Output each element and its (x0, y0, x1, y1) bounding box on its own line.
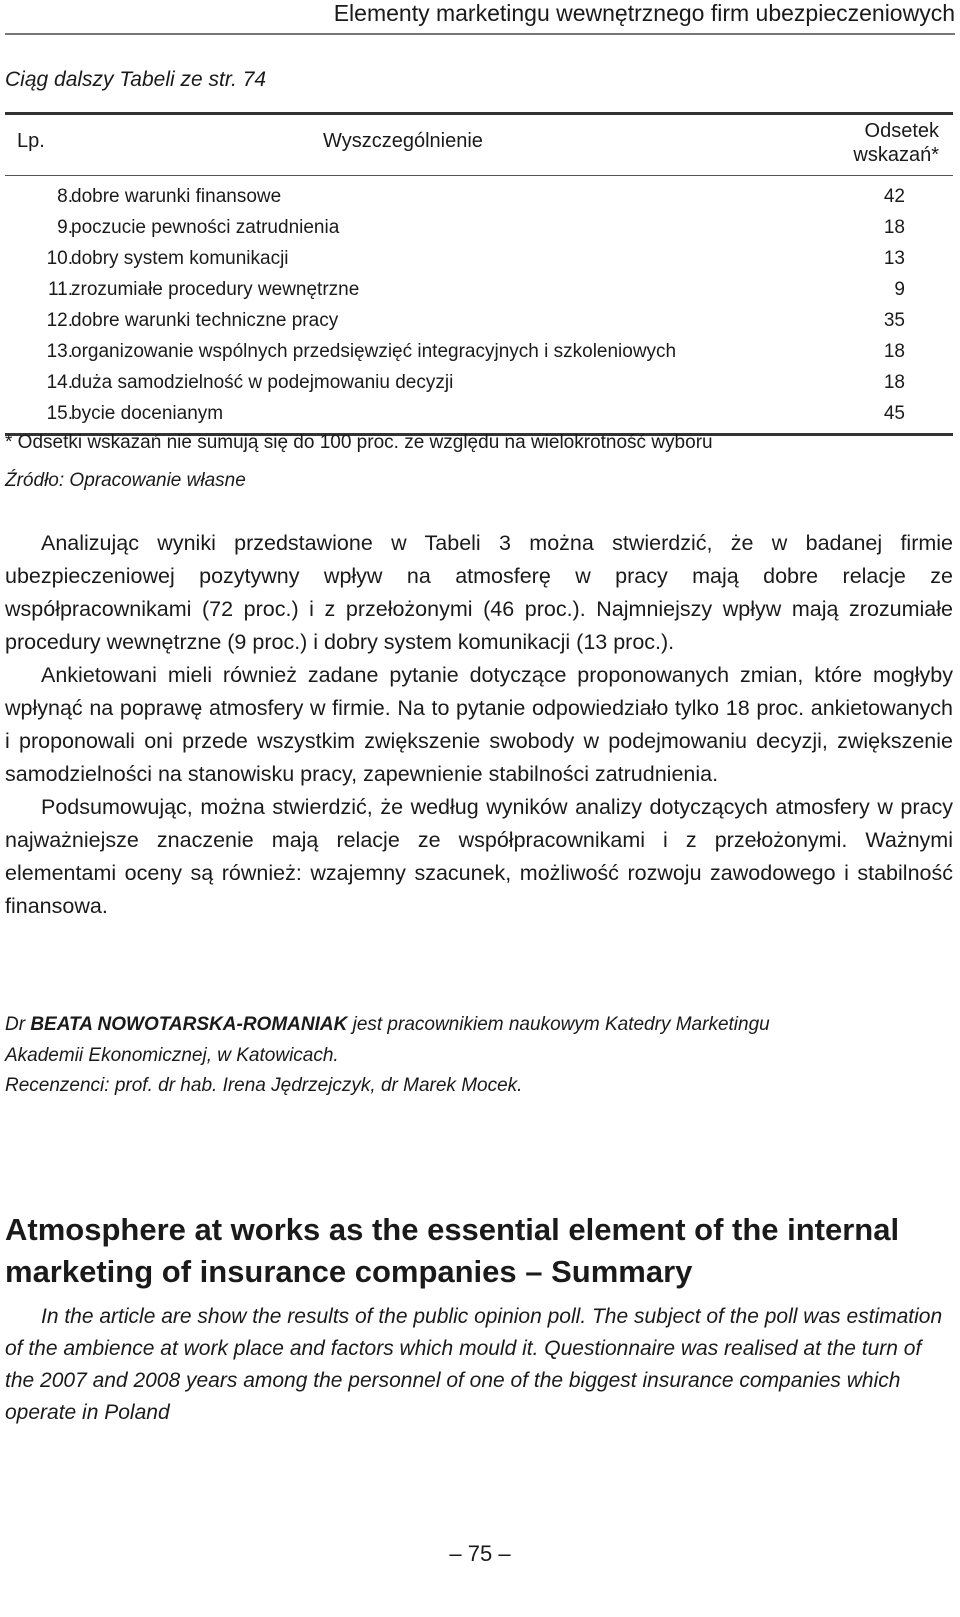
row-text: organizowanie wspólnych przedsięwzięć integracyjnych i szkoleniowych (71, 341, 677, 362)
row-number: 14. (46, 372, 73, 393)
table-row (5, 212, 953, 243)
row-text: dobre warunki techniczne pracy (71, 310, 339, 331)
row-number: 15. (46, 403, 73, 424)
row-value: 18 (883, 217, 905, 238)
summary-title: Atmosphere at works as the essential element of the internal marketing of insurance companies – Summary (5, 1212, 900, 1289)
author-name: BEATA NOWOTARSKA-ROMANIAK (30, 1014, 348, 1035)
row-text: poczucie pewności zatrudnienia (71, 217, 340, 238)
table-continuation-label: Ciąg dalszy Tabeli ze str. 74 (5, 68, 267, 91)
table-footnote: * Odsetki wskazań nie sumują się do 100 proc. ze względu na wielokrotność wyboru (5, 432, 713, 453)
row-value: 45 (883, 403, 905, 424)
body-paragraph: Analizując wyniki przedstawione w Tabeli 3 można stwierdzić, że w badanej firmie ubezpieczeniowej pozytywny wpływ na atmosferę w pracy mają dobre relacje ze współpracownikami (72 proc.) i z przełożonymi (46 proc.). Najmniejszy wpływ mają zrozumiałe procedury wewnętrzne (9 proc.) i dobry system komunikacji (13 proc.). (5, 531, 953, 654)
row-value: 18 (883, 372, 905, 393)
table-row (5, 243, 953, 274)
row-number: 9. (57, 217, 73, 238)
row-text: duża samodzielność w podejmowaniu decyzji (71, 372, 454, 393)
author-line (5, 1010, 953, 1041)
row-number: 12. (46, 310, 73, 331)
running-head: Elementy marketingu wewnętrznego firm ubezpieczeniowych (333, 0, 955, 26)
body-text (5, 527, 953, 923)
table-source: Źródło: Opracowanie własne (5, 470, 246, 491)
table-row (5, 305, 953, 336)
row-text: bycie docenianym (71, 403, 224, 424)
header-description: Wyszczególnienie (323, 130, 483, 152)
table-body (5, 176, 953, 429)
body-paragraph: Ankietowani mieli również zadane pytanie dotyczące proponowanych zmian, które mogłyby wpłynąć na poprawę atmosfery w firmie. Na to pytanie odpowiedziało tylko 18 proc. ankietowanych i proponowali oni przede wszystkim zwiększenie swobody w podejmowaniu decyzji, zwiększenie samodzielności na stanowisku pracy, zapewnienie stabilności zatrudnienia. (5, 663, 953, 786)
author-affiliation: jest pracownikiem naukowym Katedry Marketingu (347, 1014, 770, 1035)
header-rule (5, 33, 955, 35)
table-row (5, 274, 953, 305)
table-row (5, 367, 953, 398)
row-text: dobre warunki finansowe (71, 186, 282, 207)
author-note (5, 1010, 953, 1102)
row-number: 13. (46, 341, 73, 362)
row-number: 10. (46, 248, 73, 269)
data-table (5, 112, 953, 436)
row-number: 8. (57, 186, 73, 207)
header-lp: Lp. (17, 130, 45, 152)
row-value: 13 (883, 248, 905, 269)
page-number: – 75 – (449, 1541, 511, 1566)
table-row (5, 336, 953, 367)
table-row (5, 398, 953, 429)
header-value-line2: wskazań* (853, 144, 939, 166)
author-prefix: Dr (5, 1014, 31, 1035)
row-text: dobry system komunikacji (71, 248, 289, 269)
header-value-line1: Odsetek (864, 120, 939, 142)
table-row (5, 181, 953, 212)
row-number: 11. (47, 279, 73, 300)
header-value (853, 119, 939, 167)
row-value: 35 (883, 310, 905, 331)
row-value: 18 (883, 341, 905, 362)
row-value: 42 (883, 186, 905, 207)
row-value: 9 (894, 279, 905, 300)
author-line2: Akademii Ekonomicznej, w Katowicach. (5, 1044, 339, 1066)
summary-text: In the article are show the results of the public opinion poll. The subject of the poll was estimation of the ambience at work place and factors which mould it. Questionnaire was realised at the turn of the 2007 and 2008 years among the personnel of one of the biggest insurance companies which operate in Poland (5, 1305, 943, 1424)
table-header (5, 115, 953, 175)
reviewers: Recenzenci: prof. dr hab. Irena Jędrzejczyk, dr Marek Mocek. (5, 1075, 523, 1096)
body-paragraph: Podsumowując, można stwierdzić, że według wyników analizy dotyczących atmosfery w pracy najważniejsze znaczenie mają relacje ze współpracownikami i z przełożonymi. Ważnymi elementami oceny są również: wzajemny szacunek, możliwość rozwoju zawodowego i stabilność finansowa. (5, 795, 953, 918)
row-text: zrozumiałe procedury wewnętrzne (71, 279, 360, 300)
